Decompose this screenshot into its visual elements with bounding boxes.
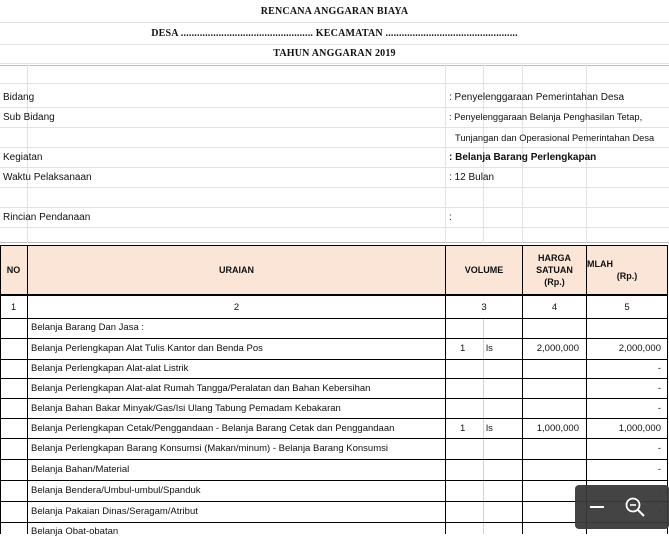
minus-icon[interactable] (583, 493, 611, 521)
rincian-label: Rincian Pendanaan (3, 212, 91, 223)
row-separator (0, 459, 668, 460)
row-separator (0, 501, 668, 502)
num-col-5: 5 (624, 302, 630, 313)
num-col-2: 2 (233, 302, 240, 313)
row-volume: 1 (460, 343, 466, 354)
col-separator (27, 245, 28, 534)
row-jumlah: - (657, 383, 661, 394)
row-jumlah: - (657, 443, 661, 454)
sub-bidang-label: Sub Bidang (3, 112, 55, 123)
row-separator (0, 318, 668, 319)
row-harga: 2,000,000 (536, 343, 579, 354)
header-jumlah-1: MLAH (587, 259, 613, 269)
row-jumlah: - (657, 403, 661, 414)
row-separator (0, 378, 668, 379)
table-row[interactable]: Belanja Perlengkapan Alat-alat Rumah Tangga/Peralatan dan Bahan Kebersihan (31, 383, 371, 394)
table-row[interactable]: Belanja Bendera/Umbul-umbul/Spanduk (31, 485, 201, 496)
row-jumlah: - (657, 363, 661, 374)
col-separator (0, 245, 1, 534)
table-row[interactable]: Belanja Perlengkapan Cetak/Penggandaan - Belanja Barang Cetak dan Penggandaan (31, 423, 395, 434)
bidang-label: Bidang (3, 92, 35, 103)
row-satuan: ls (486, 423, 493, 434)
document-title: RENCANA ANGGARAN BIAYA (260, 6, 409, 17)
rincian-value: : (449, 212, 452, 223)
header-uraian: URAIAN (219, 265, 254, 275)
row-separator (0, 522, 668, 523)
header-volume: VOLUME (464, 265, 504, 275)
row-satuan: ls (486, 343, 493, 354)
kegiatan-label: Kegiatan (3, 152, 43, 163)
col-separator (445, 245, 446, 534)
desa-kecamatan-line: DESA ................................................. KECAMATAN ................................................. (151, 28, 518, 39)
zoom-out-icon[interactable] (621, 493, 649, 521)
bidang-value: : Penyelenggaraan Pemerintahan Desa (449, 92, 625, 103)
table-row[interactable]: Belanja Bahan/Material (31, 464, 130, 475)
table-row[interactable]: Belanja Barang Dan Jasa : (31, 322, 145, 333)
row-separator (0, 438, 668, 439)
table-row[interactable]: Belanja Obat-obatan (31, 526, 119, 537)
row-separator (0, 480, 668, 481)
num-col-1: 1 (10, 302, 17, 313)
tahun-anggaran: TAHUN ANGGARAN 2019 (273, 48, 396, 59)
zoom-controls (575, 485, 669, 529)
waktu-label: Waktu Pelaksanaan (3, 172, 92, 183)
col-separator (522, 245, 523, 534)
table-row[interactable]: Belanja Perlengkapan Alat Tulis Kantor dan Benda Pos (31, 343, 263, 354)
header-jumlah-2: (Rp.) (616, 271, 638, 281)
row-jumlah: 2,000,000 (618, 343, 661, 354)
header-no: NO (6, 265, 21, 275)
sub-bidang-value: : Penyelenggaraan Belanja Penghasilan Tetap, (449, 112, 643, 122)
header-harga-2: SATUAN (536, 265, 573, 275)
row-jumlah: - (657, 464, 661, 475)
header-harga-3: (Rp.) (544, 277, 565, 287)
row-separator (0, 418, 668, 419)
kegiatan-value: : Belanja Barang Perlengkapan (449, 152, 597, 163)
row-volume: 1 (460, 423, 466, 434)
row-separator (0, 359, 668, 360)
row-harga: 1,000,000 (536, 423, 579, 434)
row-separator (0, 398, 668, 399)
num-col-3: 3 (481, 302, 487, 313)
num-col-4: 4 (551, 302, 558, 313)
waktu-value: : 12 Bulan (449, 172, 495, 183)
table-row[interactable]: Belanja Perlengkapan Alat-alat Listrik (31, 363, 189, 374)
header-harga-1: HARGA (538, 253, 571, 263)
row-jumlah: 1,000,000 (618, 423, 661, 434)
row-separator (0, 338, 668, 339)
table-row[interactable]: Belanja Perlengkapan Barang Konsumsi (Makan/minum) - Belanja Barang Konsumsi (31, 443, 388, 454)
table-row[interactable]: Belanja Bahan Bakar Minyak/Gas/Isi Ulang Tabung Pemadam Kebakaran (31, 403, 341, 414)
sub-bidang-value-cont: Tunjangan dan Operasional Pemerintahan Desa (455, 133, 655, 143)
table-row[interactable]: Belanja Pakaian Dinas/Seragam/Atribut (31, 506, 198, 517)
